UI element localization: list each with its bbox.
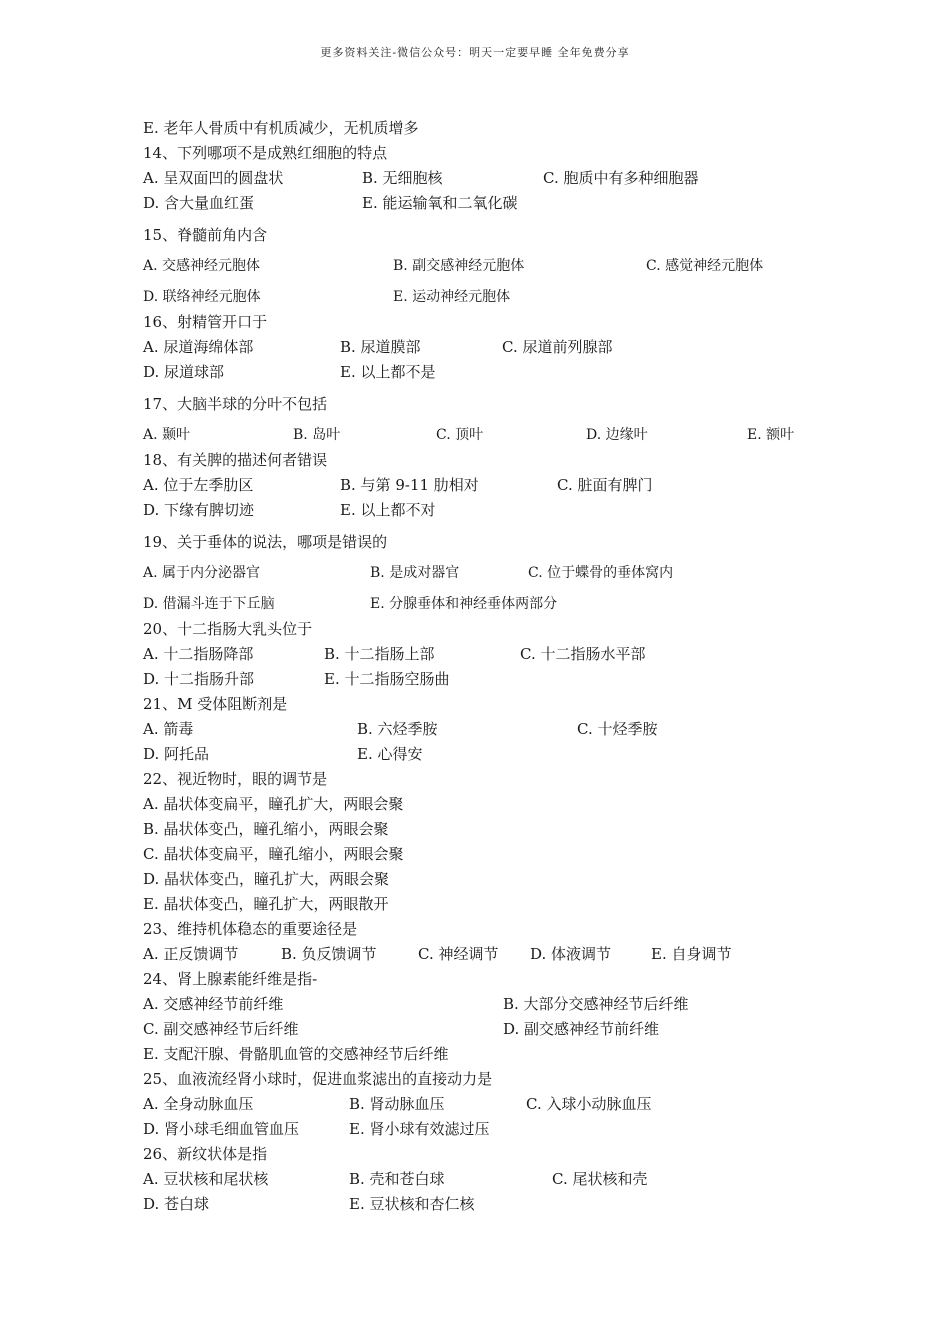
option-row <box>143 191 843 216</box>
answer-option: D. 尿道球部 <box>143 363 225 381</box>
answer-option: C. 神经调节 <box>418 945 499 963</box>
answer-option: A. 交感神经节前纤维 <box>143 995 284 1013</box>
question-line: 24、肾上腺素能纤维是指- <box>143 970 318 988</box>
option-row <box>143 1117 843 1142</box>
answer-option: B. 是成对器官 <box>370 565 460 581</box>
answer-option: C. 尾状核和壳 <box>552 1170 648 1188</box>
option-row <box>143 166 843 191</box>
answer-option: E. 分腺垂体和神经垂体两部分 <box>370 596 558 612</box>
answer-option: E. 额叶 <box>747 427 795 443</box>
option-row <box>143 592 843 617</box>
answer-option: B. 六烃季胺 <box>357 720 438 738</box>
option-row <box>143 254 843 279</box>
answer-option: C. 副交感神经节后纤维 <box>143 1020 299 1038</box>
option-row <box>143 360 843 385</box>
question-line: 15、脊髓前角内含 <box>143 226 268 244</box>
option-row <box>143 1092 843 1117</box>
question-line: 26、新纹状体是指 <box>143 1145 268 1163</box>
answer-option: B. 大部分交感神经节后纤维 <box>503 995 689 1013</box>
answer-option: C. 尿道前列腺部 <box>502 338 613 356</box>
answer-option: D. 副交感神经节前纤维 <box>503 1020 660 1038</box>
answer-option: A. 颞叶 <box>143 427 191 443</box>
answer-option: D. 借漏斗连于下丘脑 <box>143 596 275 612</box>
answer-option: E. 心得安 <box>357 745 423 763</box>
answer-option: B. 负反馈调节 <box>281 945 377 963</box>
page-header: 更多资料关注-微信公众号：明天一定要早睡 全年免费分享 <box>320 46 630 59</box>
answer-option: A. 全身动脉血压 <box>143 1095 254 1113</box>
answer-option: C. 顶叶 <box>436 427 484 443</box>
answer-option: D. 下缘有脾切迹 <box>143 501 255 519</box>
answer-option: C. 位于蝶骨的垂体窝内 <box>528 565 674 581</box>
answer-option: D. 含大量血红蛋 <box>143 194 255 212</box>
option-row <box>143 335 843 360</box>
option-row <box>143 473 843 498</box>
answer-option: C. 入球小动脉血压 <box>526 1095 652 1113</box>
question-line: B. 晶状体变凸，瞳孔缩小，两眼会聚 <box>143 820 389 838</box>
answer-option: E. 能运输氧和二氧化碳 <box>362 194 518 212</box>
question-line: 21、M 受体阻断剂是 <box>143 695 288 713</box>
answer-option: A. 呈双面凹的圆盘状 <box>143 169 284 187</box>
answer-option: E. 以上都不对 <box>340 501 436 519</box>
answer-option: D. 十二指肠升部 <box>143 670 255 688</box>
answer-option: E. 豆状核和杏仁核 <box>349 1195 475 1213</box>
answer-option: D. 边缘叶 <box>586 427 648 443</box>
option-row <box>143 1192 843 1217</box>
answer-option: A. 属于内分泌器官 <box>143 565 261 581</box>
question-line: 16、射精管开口于 <box>143 313 268 331</box>
answer-option: A. 豆状核和尾状核 <box>143 1170 269 1188</box>
option-row <box>143 561 843 586</box>
question-line: D. 晶状体变凸，瞳孔扩大，两眼会聚 <box>143 870 390 888</box>
answer-option: E. 自身调节 <box>651 945 732 963</box>
option-row <box>143 942 843 967</box>
answer-option: D. 阿托品 <box>143 745 210 763</box>
question-line: 23、维持机体稳态的重要途径是 <box>143 920 358 938</box>
answer-option: B. 肾动脉血压 <box>349 1095 445 1113</box>
answer-option: C. 胞质中有多种细胞器 <box>543 169 699 187</box>
answer-option: D. 肾小球毛细血管血压 <box>143 1120 300 1138</box>
question-line: E. 晶状体变凸，瞳孔扩大，两眼散开 <box>143 895 389 913</box>
answer-option: D. 联络神经元胞体 <box>143 289 261 305</box>
option-row <box>143 992 843 1017</box>
answer-option: C. 十烃季胺 <box>577 720 658 738</box>
question-line: 25、血液流经肾小球时，促进血浆滤出的直接动力是 <box>143 1070 493 1088</box>
answer-option: C. 感觉神经元胞体 <box>646 258 764 274</box>
answer-option: D. 苍白球 <box>143 1195 210 1213</box>
question-line: 14、下列哪项不是成熟红细胞的特点 <box>143 144 388 162</box>
question-line: 20、十二指肠大乳头位于 <box>143 620 313 638</box>
answer-option: E. 以上都不是 <box>340 363 436 381</box>
option-row <box>143 667 843 692</box>
answer-option: C. 十二指肠水平部 <box>520 645 646 663</box>
option-row <box>143 642 843 667</box>
answer-option: E. 运动神经元胞体 <box>393 289 511 305</box>
question-line: E. 老年人骨质中有机质减少，无机质增多 <box>143 119 419 137</box>
question-line: E. 支配汗腺、骨骼肌血管的交感神经节后纤维 <box>143 1045 449 1063</box>
answer-option: B. 岛叶 <box>293 427 341 443</box>
option-row <box>143 1017 843 1042</box>
answer-option: E. 肾小球有效滤过压 <box>349 1120 490 1138</box>
question-line: 17、大脑半球的分叶不包括 <box>143 395 328 413</box>
question-line: 18、有关脾的描述何者错误 <box>143 451 328 469</box>
answer-option: A. 箭毒 <box>143 720 194 738</box>
option-row <box>143 717 843 742</box>
option-row <box>143 423 843 448</box>
option-row <box>143 285 843 310</box>
question-line: 19、关于垂体的说法，哪项是错误的 <box>143 533 388 551</box>
answer-option: A. 尿道海绵体部 <box>143 338 254 356</box>
answer-option: B. 尿道膜部 <box>340 338 421 356</box>
answer-option: A. 正反馈调节 <box>143 945 239 963</box>
answer-option: B. 副交感神经元胞体 <box>393 258 525 274</box>
answer-option: A. 十二指肠降部 <box>143 645 254 663</box>
answer-option: B. 壳和苍白球 <box>349 1170 445 1188</box>
answer-option: E. 十二指肠空肠曲 <box>324 670 450 688</box>
option-row <box>143 498 843 523</box>
answer-option: A. 交感神经元胞体 <box>143 258 261 274</box>
question-line: 22、视近物时，眼的调节是 <box>143 770 328 788</box>
option-row <box>143 742 843 767</box>
answer-option: A. 位于左季肋区 <box>143 476 254 494</box>
answer-option: B. 十二指肠上部 <box>324 645 435 663</box>
question-list <box>143 116 843 1217</box>
question-line: C. 晶状体变扁平，瞳孔缩小，两眼会聚 <box>143 845 404 863</box>
option-row <box>143 1167 843 1192</box>
answer-option: B. 与第 9-11 肋相对 <box>340 476 479 494</box>
question-line: A. 晶状体变扁平，瞳孔扩大，两眼会聚 <box>143 795 404 813</box>
answer-option: B. 无细胞核 <box>362 169 443 187</box>
answer-option: D. 体液调节 <box>530 945 612 963</box>
answer-option: C. 脏面有脾门 <box>557 476 653 494</box>
